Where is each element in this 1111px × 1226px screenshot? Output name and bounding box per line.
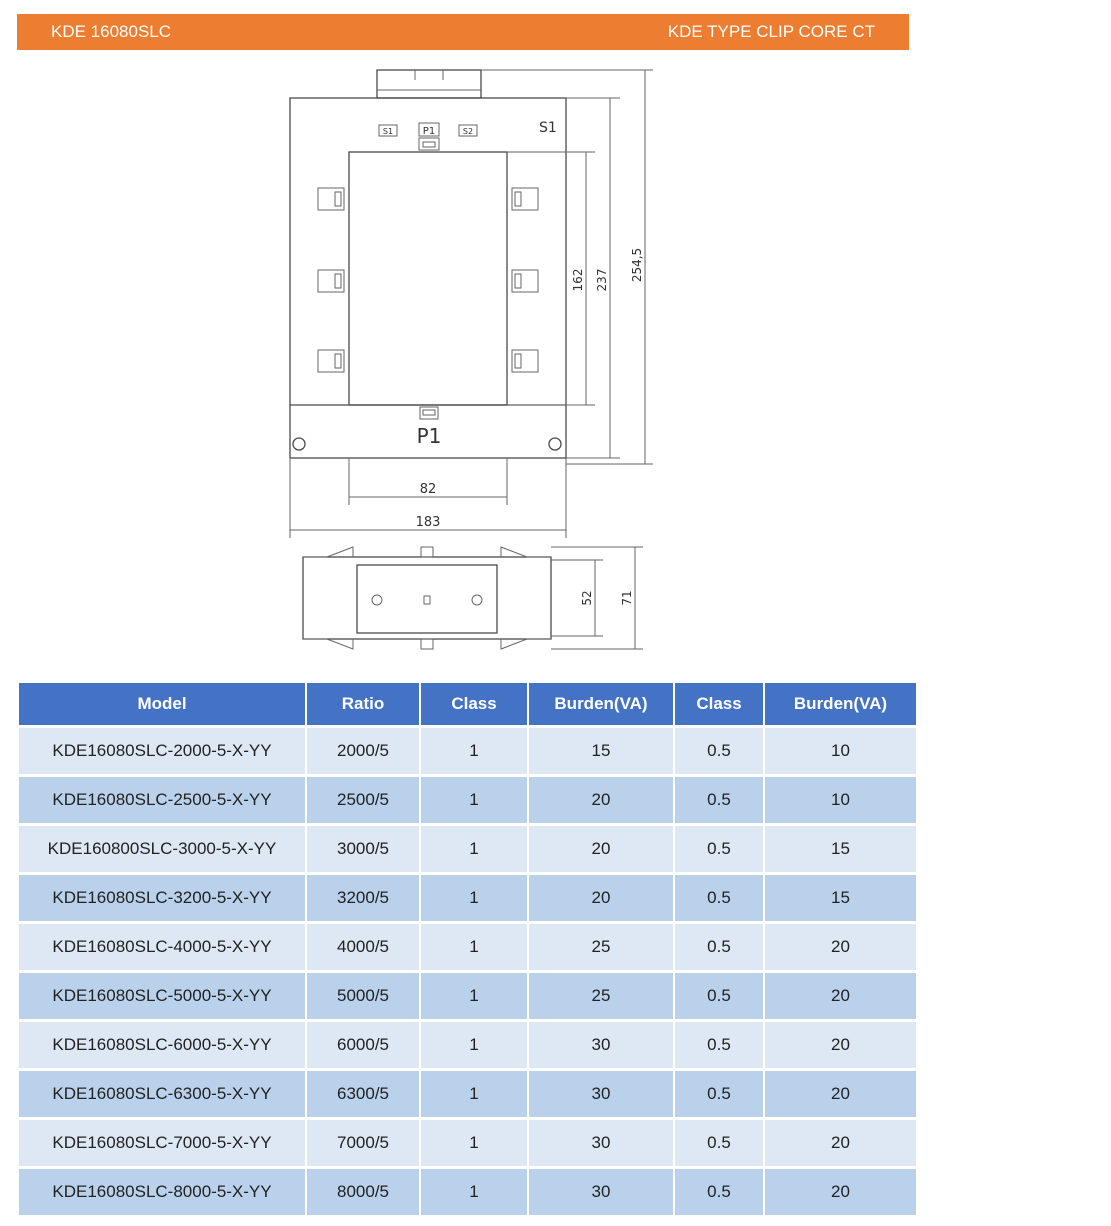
cell-burden: 20 <box>529 823 673 872</box>
cell-burden-2: 10 <box>765 774 916 823</box>
cell-class-2: 0.5 <box>675 872 763 921</box>
cell-burden: 20 <box>529 774 673 823</box>
cell-model: KDE16080SLC-3200-5-X-YY <box>19 872 305 921</box>
table-row <box>19 774 916 823</box>
table-row <box>19 921 916 970</box>
cell-burden-2: 15 <box>765 823 916 872</box>
table-row <box>19 823 916 872</box>
cell-class: 1 <box>421 823 527 872</box>
terminal-label-s1: S1 <box>382 127 394 136</box>
dim-254-5: 254,5 <box>630 247 644 283</box>
table-row <box>19 872 916 921</box>
cell-class: 1 <box>421 1068 527 1117</box>
dim-183: 183 <box>415 515 441 530</box>
cell-ratio: 6300/5 <box>307 1068 419 1117</box>
table-row <box>19 725 916 774</box>
cell-class: 1 <box>421 970 527 1019</box>
terminal-label-p1: P1 <box>422 126 436 137</box>
cell-ratio: 5000/5 <box>307 970 419 1019</box>
cell-burden-2: 20 <box>765 1166 916 1215</box>
cell-burden-2: 20 <box>765 1117 916 1166</box>
table-row <box>19 1068 916 1117</box>
table-row <box>19 1166 916 1215</box>
dim-82: 82 <box>419 482 437 497</box>
cell-burden: 20 <box>529 872 673 921</box>
technical-drawing <box>265 60 670 655</box>
cell-model: KDE16080SLC-8000-5-X-YY <box>19 1166 305 1215</box>
right-clips <box>512 188 538 372</box>
table-header-row <box>19 683 916 725</box>
cell-ratio: 2000/5 <box>307 725 419 774</box>
dim-71: 71 <box>620 590 634 606</box>
cell-burden-2: 20 <box>765 1019 916 1068</box>
cell-class-2: 0.5 <box>675 823 763 872</box>
cell-class: 1 <box>421 1019 527 1068</box>
cell-ratio: 3000/5 <box>307 823 419 872</box>
dim-162: 162 <box>571 268 585 292</box>
cell-burden-2: 20 <box>765 921 916 970</box>
cell-model: KDE16080SLC-6000-5-X-YY <box>19 1019 305 1068</box>
cell-model: KDE16080SLC-6300-5-X-YY <box>19 1068 305 1117</box>
column-header-class-2: Class <box>675 683 763 725</box>
left-clips <box>318 188 344 372</box>
cell-ratio: 4000/5 <box>307 921 419 970</box>
cell-burden: 30 <box>529 1068 673 1117</box>
column-header-class-1: Class <box>421 683 527 725</box>
specification-table <box>17 683 918 1215</box>
top-clip <box>377 70 481 98</box>
cell-class-2: 0.5 <box>675 1019 763 1068</box>
core-window <box>349 152 507 405</box>
column-header-burden-1: Burden(VA) <box>529 683 673 725</box>
cell-ratio: 7000/5 <box>307 1117 419 1166</box>
cell-burden-2: 20 <box>765 1068 916 1117</box>
cell-burden-2: 10 <box>765 725 916 774</box>
side-view <box>303 547 551 649</box>
cell-burden: 15 <box>529 725 673 774</box>
cell-ratio: 6000/5 <box>307 1019 419 1068</box>
mount-hole-left <box>293 438 305 450</box>
column-header-model: Model <box>19 683 305 725</box>
cell-burden: 25 <box>529 970 673 1019</box>
cell-class-2: 0.5 <box>675 1166 763 1215</box>
mount-hole-right <box>549 438 561 450</box>
cell-ratio: 3200/5 <box>307 872 419 921</box>
cell-burden-2: 15 <box>765 872 916 921</box>
cell-class: 1 <box>421 872 527 921</box>
product-type: KDE TYPE CLIP CORE CT <box>667 22 875 41</box>
cell-class-2: 0.5 <box>675 1068 763 1117</box>
cell-class-2: 0.5 <box>675 725 763 774</box>
column-header-burden-2: Burden(VA) <box>765 683 916 725</box>
cell-class-2: 0.5 <box>675 774 763 823</box>
cell-burden-2: 20 <box>765 970 916 1019</box>
cell-burden: 30 <box>529 1166 673 1215</box>
model-code: KDE 16080SLC <box>51 22 172 41</box>
cell-ratio: 2500/5 <box>307 774 419 823</box>
header-bar <box>17 14 909 50</box>
cell-class: 1 <box>421 921 527 970</box>
terminal-label-s2: S2 <box>462 127 474 136</box>
cell-class: 1 <box>421 774 527 823</box>
cell-burden: 30 <box>529 1117 673 1166</box>
dimension-drawing-svg <box>265 60 670 655</box>
cell-model: KDE16080SLC-2000-5-X-YY <box>19 725 305 774</box>
cell-model: KDE16080SLC-7000-5-X-YY <box>19 1117 305 1166</box>
cell-model: KDE16080SLC-4000-5-X-YY <box>19 921 305 970</box>
cell-class-2: 0.5 <box>675 921 763 970</box>
table-row <box>19 1117 916 1166</box>
cell-ratio: 8000/5 <box>307 1166 419 1215</box>
corner-label-s1: S1 <box>539 120 557 136</box>
cell-model: KDE160800SLC-3000-5-X-YY <box>19 823 305 872</box>
cell-burden: 25 <box>529 921 673 970</box>
cell-model: KDE16080SLC-2500-5-X-YY <box>19 774 305 823</box>
table-row <box>19 970 916 1019</box>
table-row <box>19 1019 916 1068</box>
cell-class: 1 <box>421 1166 527 1215</box>
dim-237: 237 <box>595 268 609 292</box>
cell-class: 1 <box>421 725 527 774</box>
bottom-label-p1: P1 <box>416 424 442 448</box>
dim-52: 52 <box>580 590 594 606</box>
cell-class-2: 0.5 <box>675 1117 763 1166</box>
cell-class-2: 0.5 <box>675 970 763 1019</box>
cell-class: 1 <box>421 1117 527 1166</box>
cell-model: KDE16080SLC-5000-5-X-YY <box>19 970 305 1019</box>
column-header-ratio: Ratio <box>307 683 419 725</box>
cell-burden: 30 <box>529 1019 673 1068</box>
